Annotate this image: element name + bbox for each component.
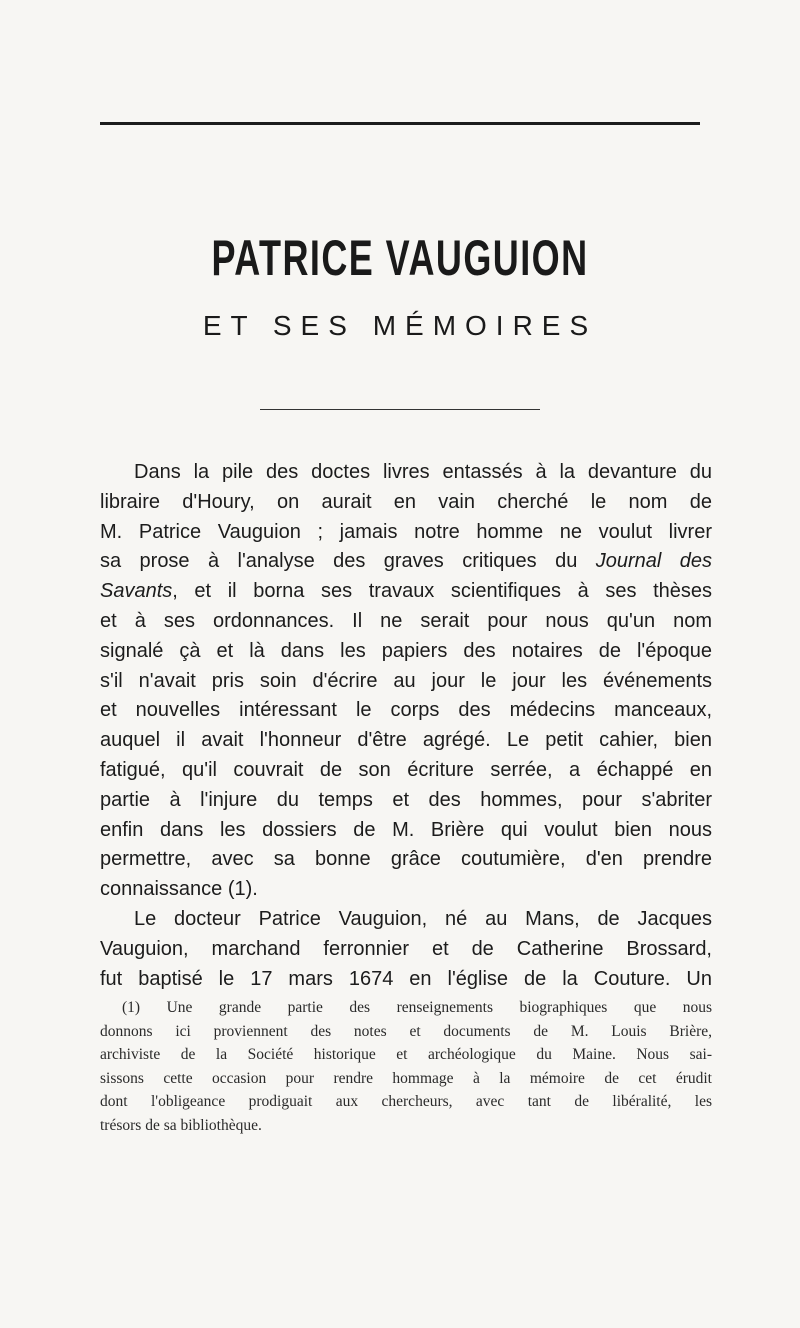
title-divider xyxy=(260,409,540,410)
italic-title-fragment: Savants xyxy=(100,580,173,603)
footnote-line: donnons ici proviennent des notes et documents de M. Louis Brière, xyxy=(100,1022,712,1040)
body-line: enfin dans les dossiers de M. Brière qui voulut bien nous xyxy=(100,818,712,841)
body-text-fragment: , et il borna ses travaux scientifiques à ses thèses xyxy=(172,580,712,603)
footnote-line: archiviste de la Société historique et archéologique du Maine. Nous sai- xyxy=(100,1046,712,1064)
body-line: Le docteur Patrice Vauguion, né au Mans, de Jacques xyxy=(134,907,712,930)
body-line: M. Patrice Vauguion ; jamais notre homme ne voulut livrer xyxy=(100,520,712,543)
body-text xyxy=(100,458,712,994)
body-text-fragment: sa prose à l'analyse des graves critiques du xyxy=(100,550,578,573)
body-line-with-italic xyxy=(100,577,712,607)
body-line: s'il n'avait pris soin d'écrire au jour le jour les événements xyxy=(100,669,712,692)
body-line: fut baptisé le 17 mars 1674 en l'église de la Couture. Un xyxy=(100,967,712,990)
footnote-line: (1) Une grande partie des renseignements biographiques que nous xyxy=(122,999,712,1016)
body-line: partie à l'injure du temps et des hommes, pour s'abriter xyxy=(100,788,712,811)
footnote xyxy=(100,996,712,1138)
body-line: Dans la pile des doctes livres entassés à la devanture du xyxy=(134,461,712,483)
body-line: libraire d'Houry, on aurait en vain cherché le nom de xyxy=(100,490,712,513)
body-line: et nouvelles intéressant le corps des médecins manceaux, xyxy=(100,699,712,722)
page-subtitle: ET SES MÉMOIRES xyxy=(202,310,598,341)
footnote-line: sissons cette occasion pour rendre hommage à la mémoire de cet érudit xyxy=(100,1069,712,1087)
body-line: Vauguion, marchand ferronnier et de Catherine Brossard, xyxy=(100,937,712,960)
footnote-line: trésors de sa bibliothèque. xyxy=(100,1116,262,1134)
body-line: permettre, avec sa bonne grâce coutumière, d'en prendre xyxy=(100,848,712,871)
page-title: PATRICE VAUGUION xyxy=(211,230,589,286)
body-line: et à ses ordonnances. Il ne serait pour nous qu'un nom xyxy=(100,609,712,632)
body-line: fatigué, qu'il couvrait de son écriture serrée, a échappé en xyxy=(100,758,712,781)
body-line: signalé çà et là dans les papiers des notaires de l'époque xyxy=(100,639,712,662)
body-line: connaissance (1). xyxy=(100,878,258,901)
top-rule xyxy=(100,122,700,125)
body-line-with-italic xyxy=(100,547,712,577)
italic-title-fragment: Journal des xyxy=(595,550,712,573)
footnote-line: dont l'obligeance prodiguait aux chercheurs, avec tant de libéralité, les xyxy=(100,1093,712,1111)
body-line: auquel il avait l'honneur d'être agrégé. Le petit cahier, bien xyxy=(100,729,712,752)
